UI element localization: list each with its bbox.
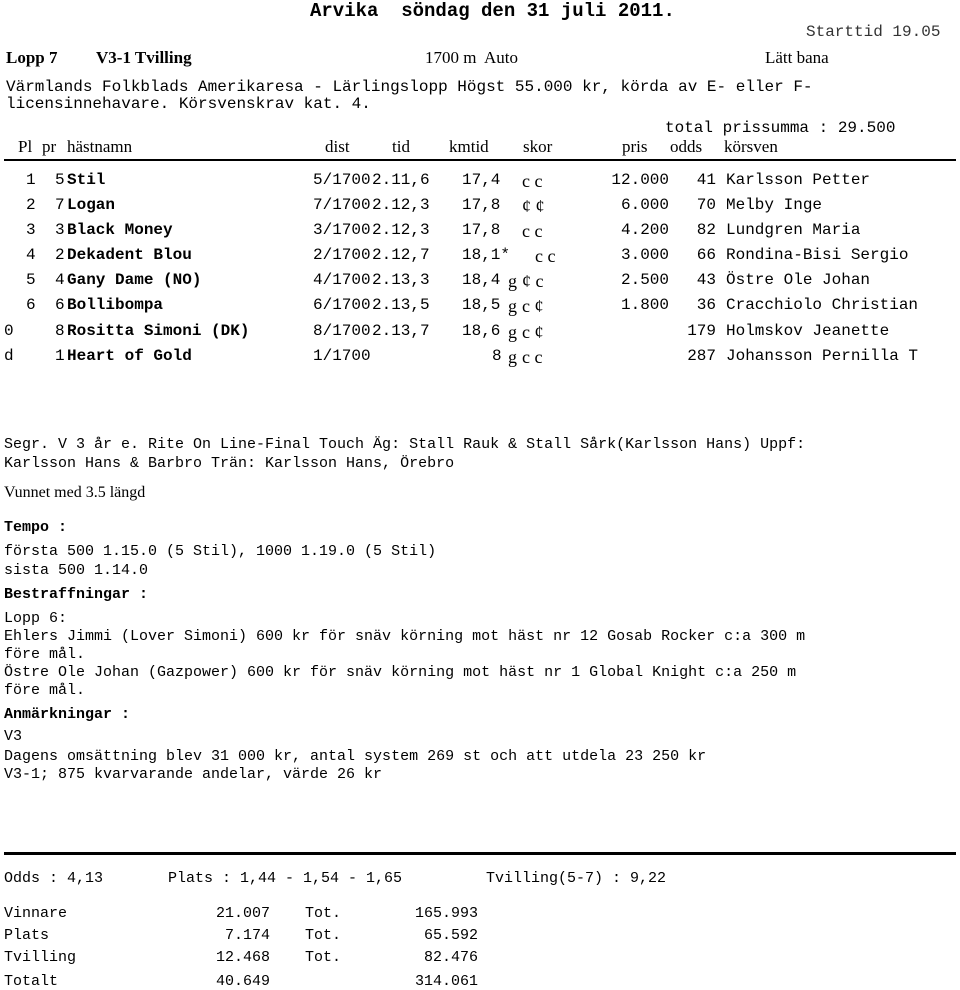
cell-driver: Holmskov Jeanette xyxy=(726,322,890,340)
cell-odds: 41 xyxy=(696,171,716,189)
cell-kmtid: 8 xyxy=(492,347,502,365)
winner-info-line1: Segr. V 3 år e. Rite On Line-Final Touch Äg: Stall Rauk & Stall Sårk(Karlsson Hans) Uppf: xyxy=(4,436,806,453)
cell-odds: 66 xyxy=(696,246,716,264)
cell-dist: 2/1700 xyxy=(313,246,371,264)
turnover-label: Vinnare xyxy=(4,905,68,922)
turnover-label: Totalt xyxy=(4,973,59,990)
cell-prize: 2.500 xyxy=(620,271,669,289)
turnover-total: 65.592 xyxy=(423,927,478,944)
footer-divider xyxy=(4,852,956,855)
cell-pr: 5 xyxy=(55,171,65,189)
cell-dist: 6/1700 xyxy=(313,296,371,314)
penalties-line1: Lopp 6: xyxy=(4,610,68,627)
cell-horse-name: Bollibompa xyxy=(67,296,164,314)
remarks-line2: Dagens omsättning blev 31 000 kr, antal system 269 st och att utdela 23 250 kr xyxy=(4,748,707,765)
cell-kmtid: 18,6 xyxy=(462,322,501,340)
col-kmtid: kmtid xyxy=(449,137,489,156)
cell-gear: g xyxy=(508,347,517,367)
cell-pr: 6 xyxy=(55,296,65,314)
winning-margin: Vunnet med 3.5 längd xyxy=(4,484,146,501)
cell-dist: 7/1700 xyxy=(313,196,371,214)
cell-horse-name: Rositta Simoni (DK) xyxy=(67,322,250,340)
cell-shoes: c c xyxy=(535,246,556,266)
cell-odds: 70 xyxy=(696,196,716,214)
col-pl: Pl xyxy=(18,137,33,156)
cell-odds: 82 xyxy=(696,221,716,239)
cell-prize: 4.200 xyxy=(620,221,669,239)
cell-shoes: c ¢ xyxy=(522,322,544,342)
cell-pl: d xyxy=(4,347,14,365)
col-driver: körsven xyxy=(724,137,778,156)
col-skor: skor xyxy=(523,137,553,156)
total-prize: total prissumma : 29.500 xyxy=(665,119,896,137)
race-description-line2: licensinnehavare. Körsvenskrav kat. 4. xyxy=(6,95,371,113)
cell-horse-name: Stil xyxy=(67,171,106,189)
cell-kmtid: 17,4 xyxy=(462,171,501,189)
cell-driver: Östre Ole Johan xyxy=(726,271,871,289)
cell-pl: 1 xyxy=(26,171,36,189)
race-number: Lopp 7 xyxy=(6,48,58,67)
plats-summary: Plats : 1,44 - 1,54 - 1,65 xyxy=(168,870,403,887)
cell-pl: 0 xyxy=(4,322,14,340)
cell-shoes: c c xyxy=(522,221,543,241)
race-distance: 1700 m Auto xyxy=(425,48,519,67)
cell-kmtid: 17,8 xyxy=(462,221,501,239)
cell-dist: 4/1700 xyxy=(313,271,371,289)
cell-time: 2.12,3 xyxy=(372,196,430,214)
turnover-total: 314.061 xyxy=(414,973,478,990)
turnover-amount: 12.468 xyxy=(215,949,270,966)
cell-prize: 1.800 xyxy=(620,296,669,314)
cell-pr: 7 xyxy=(55,196,65,214)
penalties-line3: före mål. xyxy=(4,646,86,663)
cell-shoes: ¢ c xyxy=(522,271,544,291)
cell-pr: 3 xyxy=(55,221,65,239)
cell-odds: 179 xyxy=(687,322,716,340)
cell-pl: 5 xyxy=(26,271,36,289)
cell-shoes: c c xyxy=(522,171,543,191)
turnover-tot-label: Tot. xyxy=(305,905,342,922)
cell-time: 2.11,6 xyxy=(372,171,430,189)
turnover-total: 82.476 xyxy=(423,949,478,966)
cell-dist: 5/1700 xyxy=(313,171,371,189)
cell-kmtid: 18,1* xyxy=(462,246,511,264)
remarks-line1: V3 xyxy=(4,728,23,745)
tempo-line2: sista 500 1.14.0 xyxy=(4,562,149,579)
cell-horse-name: Logan xyxy=(67,196,116,214)
cell-dist: 8/1700 xyxy=(313,322,371,340)
remarks-line3: V3-1; 875 kvarvarande andelar, värde 26 kr xyxy=(4,766,383,783)
turnover-amount: 7.174 xyxy=(224,927,270,944)
penalties-label: Bestraffningar : xyxy=(4,586,149,603)
cell-gear: g xyxy=(508,296,517,316)
turnover-tot-label: Tot. xyxy=(305,949,342,966)
cell-time: 2.12,7 xyxy=(372,246,430,264)
cell-time: 2.13,5 xyxy=(372,296,430,314)
cell-horse-name: Heart of Gold xyxy=(67,347,192,365)
cell-driver: Johansson Pernilla T xyxy=(726,347,919,365)
cell-driver: Lundgren Maria xyxy=(726,221,861,239)
cell-odds: 43 xyxy=(696,271,716,289)
cell-pl: 3 xyxy=(26,221,36,239)
cell-time: 2.12,3 xyxy=(372,221,430,239)
penalties-line5: före mål. xyxy=(4,682,86,699)
cell-shoes: c c xyxy=(522,347,543,367)
col-name: hästnamn xyxy=(67,137,133,156)
cell-pl: 2 xyxy=(26,196,36,214)
col-pris: pris xyxy=(622,137,648,156)
cell-pl: 6 xyxy=(26,296,36,314)
cell-driver: Karlsson Petter xyxy=(726,171,871,189)
turnover-amount: 40.649 xyxy=(215,973,270,990)
col-dist: dist xyxy=(325,137,350,156)
cell-gear: g xyxy=(508,322,517,342)
cell-gear: g xyxy=(508,271,517,291)
col-pr: pr xyxy=(42,137,57,156)
penalties-line4: Östre Ole Johan (Gazpower) 600 kr för snäv körning mot häst nr 1 Global Knight c:a 250 m xyxy=(4,664,797,681)
cell-pl: 4 xyxy=(26,246,36,264)
turnover-tot-label: Tot. xyxy=(305,927,342,944)
cell-pr: 8 xyxy=(55,322,65,340)
winner-info-line2: Karlsson Hans & Barbro Trän: Karlsson Hans, Örebro xyxy=(4,455,455,472)
start-time: Starttid 19.05 xyxy=(806,23,941,41)
col-odds: odds xyxy=(670,137,703,156)
tempo-label: Tempo : xyxy=(4,519,68,536)
cell-pr: 4 xyxy=(55,271,65,289)
cell-prize: 6.000 xyxy=(620,196,669,214)
cell-kmtid: 17,8 xyxy=(462,196,501,214)
page-title: Arvika söndag den 31 juli 2011. xyxy=(310,0,675,22)
cell-driver: Cracchiolo Christian xyxy=(726,296,919,314)
header-divider xyxy=(4,159,956,161)
cell-time: 2.13,7 xyxy=(372,322,430,340)
cell-prize: 3.000 xyxy=(620,246,669,264)
cell-shoes: c ¢ xyxy=(522,296,544,316)
col-tid: tid xyxy=(392,137,410,156)
cell-horse-name: Dekadent Blou xyxy=(67,246,192,264)
race-description-line1: Värmlands Folkblads Amerikaresa - Lärlingslopp Högst 55.000 kr, körda av E- eller F- xyxy=(6,78,813,96)
cell-horse-name: Black Money xyxy=(67,221,173,239)
cell-pr: 1 xyxy=(55,347,65,365)
cell-horse-name: Gany Dame (NO) xyxy=(67,271,202,289)
turnover-total: 165.993 xyxy=(414,905,478,922)
odds-summary: Odds : 4,13 xyxy=(4,870,104,887)
cell-shoes: ¢ ¢ xyxy=(522,196,545,216)
remarks-label: Anmärkningar : xyxy=(4,706,131,723)
penalties-line2: Ehlers Jimmi (Lover Simoni) 600 kr för snäv körning mot häst nr 12 Gosab Rocker c:a 300 m xyxy=(4,628,806,645)
cell-driver: Melby Inge xyxy=(726,196,823,214)
tempo-line1: första 500 1.15.0 (5 Stil), 1000 1.19.0 (5 Stil) xyxy=(4,543,437,560)
turnover-label: Plats xyxy=(4,927,50,944)
track-condition: Lätt bana xyxy=(765,48,829,67)
cell-time: 2.13,3 xyxy=(372,271,430,289)
cell-kmtid: 18,5 xyxy=(462,296,501,314)
cell-prize: 12.000 xyxy=(611,171,669,189)
cell-driver: Rondina-Bisi Sergio xyxy=(726,246,909,264)
cell-odds: 36 xyxy=(696,296,716,314)
cell-dist: 3/1700 xyxy=(313,221,371,239)
game-type: V3-1 Tvilling xyxy=(96,48,192,67)
tvilling-summary: Tvilling(5-7) : 9,22 xyxy=(486,870,667,887)
turnover-amount: 21.007 xyxy=(215,905,270,922)
cell-kmtid: 18,4 xyxy=(462,271,501,289)
cell-odds: 287 xyxy=(687,347,716,365)
turnover-label: Tvilling xyxy=(4,949,77,966)
cell-pr: 2 xyxy=(55,246,65,264)
cell-dist: 1/1700 xyxy=(313,347,371,365)
